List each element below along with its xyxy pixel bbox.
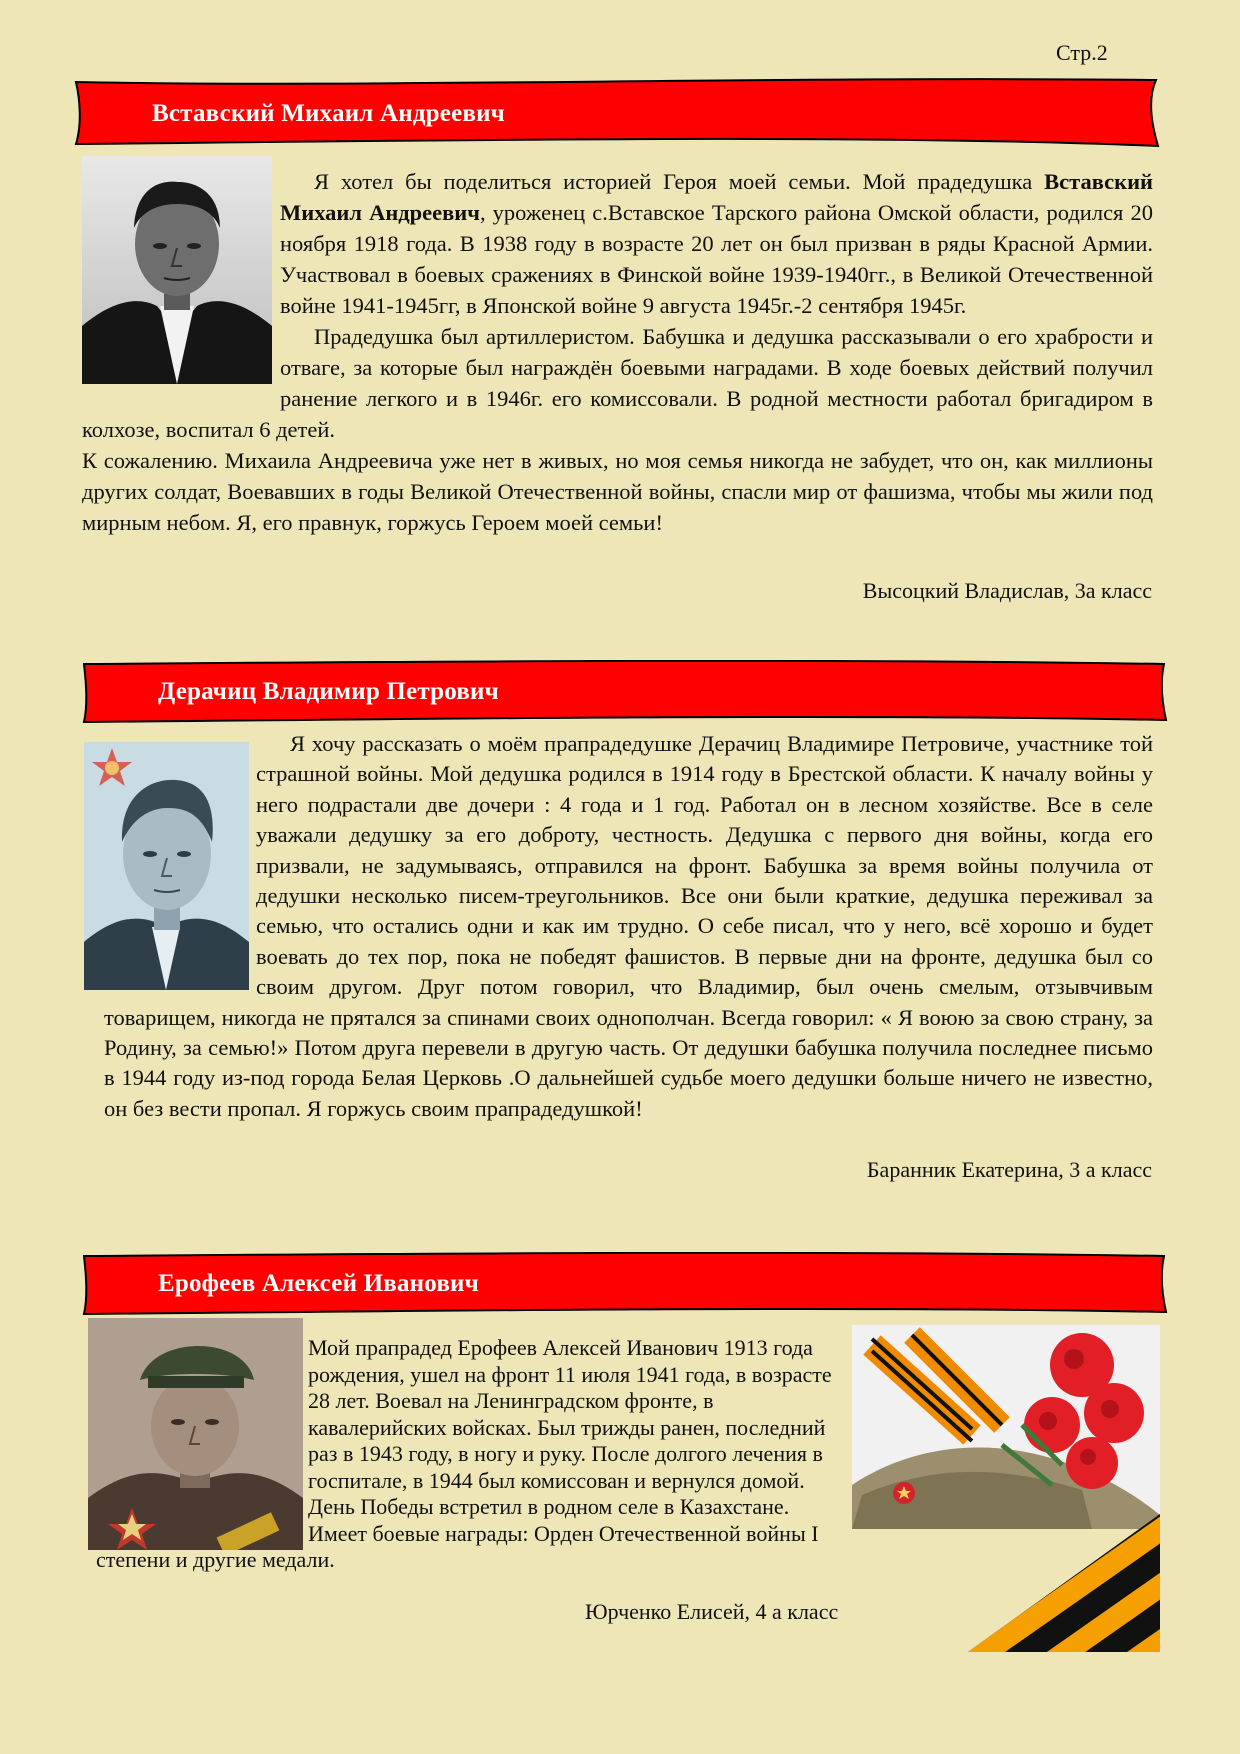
section-1-text xyxy=(82,166,1153,538)
section-3-para-1: Мой прапрадед Ерофеев Алексей Иванович 1913 года рождения, ушел на фронт 11 июля 1941 года, в возрасте 28 лет. Воевал на Ленинградском фронте, в кавалерийских войсках. Был трижды ранен, последний раз в 1943 году, в ногу и руку. После долгого лечения в госпитале, в 1944 был комиссован и вернулся домой. День Победы встретил в родном селе в Казахстане. Имеет боевые награды: Орден Отечественной войны I степени и другие медали. xyxy=(96,1335,832,1572)
section-2-para-1: Я хочу рассказать о моём прапрадедушке Дерачиц Владимире Петровиче, участнике той страшной войны. Мой дедушка родился в 1914 году в Брестской области. К началу войны у него подрастали две дочери : 4 года и 1 год. Работал он в лесном хозяйстве. Все в селе уважали дедушку за его доброту, честность. Дедушка с первого дня войны, когда его призвали, не задумываясь, отправился на фронт. Бабушка за время войны получила от дедушки несколько писем-треугольников. Все они были краткие, дедушка переживал за семью, что остались одни и как им трудно. О себе писал, что у него, всё хорошо и будет воевать до тех пор, пока не победят фашистов. В первые дни на фронте, дедушка был со своим другом. Друг потом говорил, что Владимир, был очень смелым, отзывчивым товарищем, никогда не прятался за спинами своих однополчан. Всегда говорил: « Я воюю за свою страну, за Родину, за семью!» Потом друга перевели в другую часть. От дедушки бабушка получила последнее письмо в 1944 году из-под города Белая Церковь .О дальнейшей судьбе моего дедушки больше ничего не известно, он без вести пропал. Я горжусь своим прапрадедушкой! xyxy=(104,731,1153,1121)
section-3-title: Ерофеев Алексей Иванович xyxy=(158,1270,479,1297)
hero-name-bold: Вставский Михаил Андреевич xyxy=(280,169,1153,225)
section-1-banner xyxy=(72,78,1160,150)
section-3-banner xyxy=(80,1252,1170,1316)
section-1-author: Высоцкий Владислав, 3а класс xyxy=(862,578,1152,603)
flowers-and-cap-photo xyxy=(852,1325,1160,1529)
section-2-author: Баранник Екатерина, 3 а класс xyxy=(866,1157,1152,1182)
section-3-author: Юрченко Елисей, 4 а класс xyxy=(585,1599,839,1624)
section-2-banner xyxy=(80,660,1170,724)
section-2-text xyxy=(104,729,1153,1124)
section-2-title: Дерачиц Владимир Петрович xyxy=(158,678,499,705)
section-1-title: Вставский Михаил Андреевич xyxy=(152,100,505,127)
section-3-text xyxy=(96,1335,836,1574)
st-george-ribbon xyxy=(960,1514,1160,1652)
section-1-para-1: Я хотел бы поделиться историей Героя моей семьи. Мой прадедушка Вставский Михаил Андреевич, уроженец с.Вставское Тарского района Омской области, родился 20 ноября 1918 года. В 1938 году в возрасте 20 лет он был призван в ряды Красной Армии. Участвовал в боевых сражениях в Финской войне 1939-1940гг., в Великой Отечественной войне 1941-1945гг, в Японской войне 9 августа 1945г.-2 сентября 1945г. xyxy=(280,169,1153,318)
section-1-para-2: Прадедушка был артиллеристом. Бабушка и дедушка рассказывали о его храбрости и отваге, за которые был награждён боевыми наградами. В ходе боевых действий получил ранение легкого и в 1946г. его комиссовали. В родной местности работал бригадиром в колхозе, воспитал 6 детей. xyxy=(82,324,1153,442)
page-number: Стр.2 xyxy=(1056,40,1108,65)
section-1-para-3: К сожалению. Михаила Андреевича уже нет в живых, но моя семья никогда не забудет, что он, как миллионы других солдат, Воевавших в годы Великой Отечественной войны, спасли мир от фашизма, чтобы мы жили под мирным небом. Я, его правнук, горжусь Героем моей семьи! xyxy=(82,448,1153,535)
